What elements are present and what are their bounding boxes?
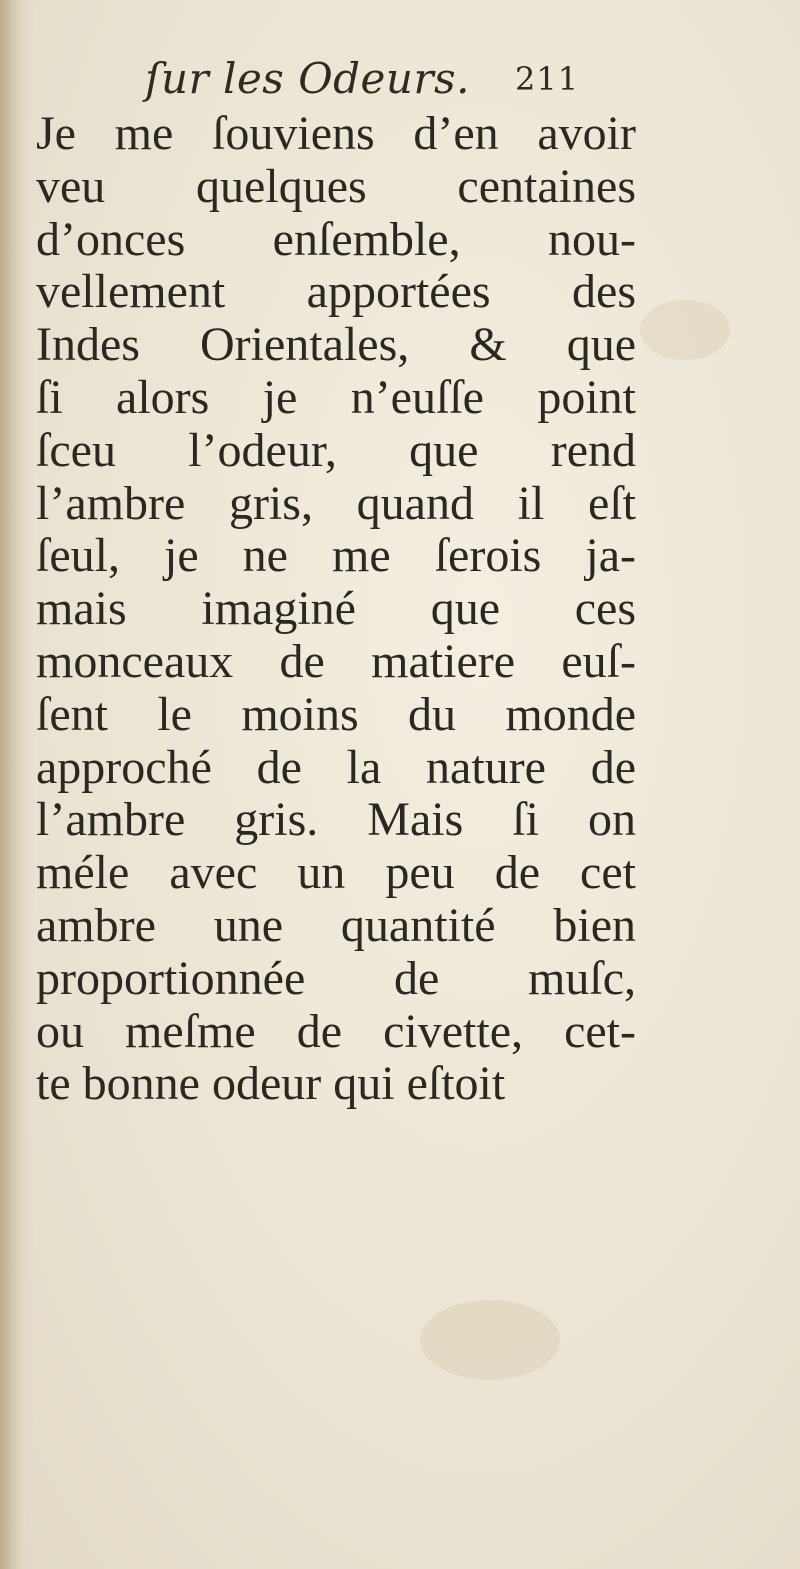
text-line: approché de la nature de: [36, 740, 636, 794]
text-line: ſi alors je n’euſſe point: [36, 370, 636, 424]
text-line: l’ambre gris, quand il eſt: [36, 476, 636, 530]
text-line: méle avec un peu de cet: [36, 846, 636, 900]
text-line: ou meſme de civette, cet-: [36, 1004, 636, 1058]
text-line: monceaux de matiere euſ-: [36, 634, 636, 688]
text-line: veu quelques centaines: [36, 159, 636, 213]
paper-stain: [640, 300, 730, 360]
page-header: [0, 48, 800, 108]
text-line: ſceu l’odeur, que rend: [36, 423, 636, 477]
text-line: ſent le moins du monde: [36, 687, 636, 741]
text-line: l’ambre gris. Mais ſi on: [36, 793, 636, 847]
paper-stain: [420, 1300, 560, 1380]
text-line: te bonne odeur qui eſtoit: [36, 1057, 506, 1111]
page-gutter-shadow: [0, 0, 34, 1569]
text-line: Indes Orientales, & que: [36, 318, 636, 372]
running-title: ſur les Odeurs.: [145, 54, 470, 103]
text-line: ambre une quantité bien: [36, 898, 636, 952]
text-line: ſeul, je ne me ſerois ja-: [36, 529, 636, 583]
page-number: 211: [515, 60, 580, 98]
text-line: mais imaginé que ces: [36, 582, 636, 636]
text-line: d’onces enſemble, nou-: [36, 212, 636, 266]
text-line: vellement apportées des: [36, 265, 636, 319]
text-line: Je me ſouviens d’en avoir: [36, 107, 636, 160]
body-text: [36, 108, 636, 1111]
text-line: proportionnée de muſc,: [36, 951, 636, 1005]
